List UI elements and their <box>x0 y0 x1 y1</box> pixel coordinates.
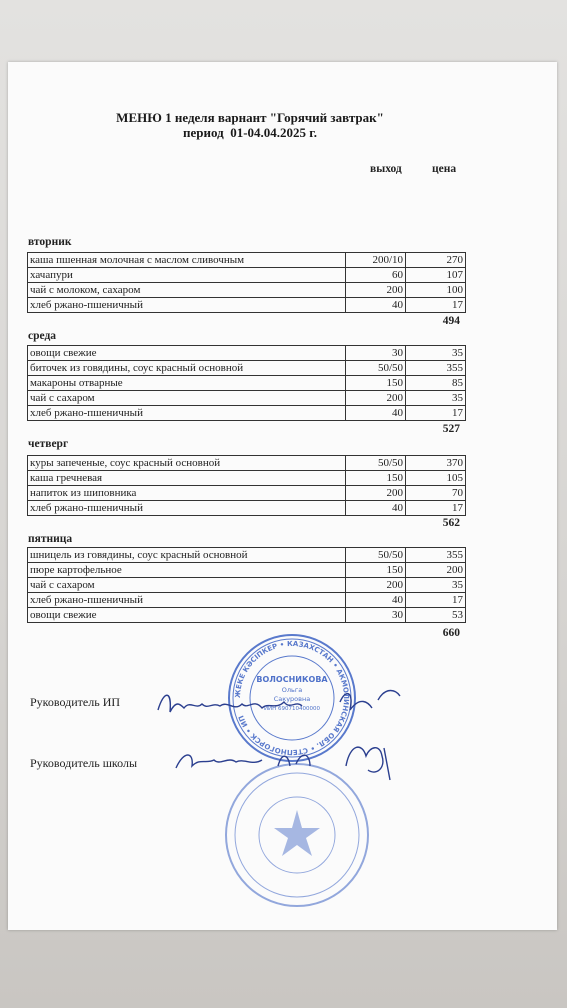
table-row <box>28 593 466 608</box>
menu-table-wednesday <box>27 345 466 421</box>
table-row <box>28 608 466 623</box>
dish-output: 200 <box>346 283 406 298</box>
table-row <box>28 563 466 578</box>
dish-name: каша гречневая <box>28 471 346 486</box>
stamp-center-line-3: Сакуровна <box>273 695 311 703</box>
dish-price: 17 <box>406 406 466 421</box>
day-title-tuesday: вторник <box>28 236 72 248</box>
director-school-label: Руководитель школы <box>30 756 138 770</box>
table-row <box>28 346 466 361</box>
dish-output: 30 <box>346 346 406 361</box>
dish-name: овощи свежие <box>28 608 346 623</box>
dish-output: 40 <box>346 593 406 608</box>
dish-output: 30 <box>346 608 406 623</box>
stamp-ring-text: ЖЕКЕ КӘСІПКЕР • КАЗАХСТАН • АКМОЛИНСКАЯ ОБЛ. • СТЕПНОГОРСК • ИП <box>233 639 351 757</box>
day-total-friday: 660 <box>442 627 460 639</box>
day-total-tuesday: 494 <box>442 315 460 327</box>
dish-output: 50/50 <box>346 456 406 471</box>
dish-price: 17 <box>406 501 466 516</box>
dish-price: 270 <box>406 253 466 268</box>
table-row <box>28 578 466 593</box>
dish-output: 40 <box>346 406 406 421</box>
dish-price: 85 <box>406 376 466 391</box>
dish-price: 17 <box>406 298 466 313</box>
dish-output: 200 <box>346 578 406 593</box>
table-row <box>28 268 466 283</box>
dish-name: пюре картофельное <box>28 563 346 578</box>
table-row <box>28 283 466 298</box>
table-row <box>28 486 466 501</box>
dish-price: 370 <box>406 456 466 471</box>
dish-output: 50/50 <box>346 361 406 376</box>
stamp-center-name: ВОЛОСНИКОВА <box>256 675 328 684</box>
dish-name: шницель из говядины, соус красный основной <box>28 548 346 563</box>
dish-price: 100 <box>406 283 466 298</box>
dish-output: 150 <box>346 376 406 391</box>
dish-price: 105 <box>406 471 466 486</box>
day-title-thursday: четверг <box>28 438 69 450</box>
director-ip-label: Руководитель ИП <box>30 695 121 709</box>
column-header-output: выход <box>370 163 402 175</box>
day-title-wednesday: среда <box>28 330 57 342</box>
dish-output: 40 <box>346 501 406 516</box>
dish-name: овощи свежие <box>28 346 346 361</box>
stamp-center-line-2: Ольга <box>281 686 303 694</box>
day-total-wednesday: 527 <box>442 423 460 435</box>
menu-table-thursday <box>27 455 466 516</box>
dish-name: макароны отварные <box>28 376 346 391</box>
stamp-center-line-4: ИИН 690710400000 <box>263 706 321 712</box>
dish-name: чай с молоком, сахаром <box>28 283 346 298</box>
dish-price: 53 <box>406 608 466 623</box>
handwritten-signature-school <box>170 736 410 784</box>
dish-output: 40 <box>346 298 406 313</box>
dish-price: 35 <box>406 578 466 593</box>
day-title-friday: пятница <box>28 533 73 545</box>
table-row <box>28 298 466 313</box>
table-row <box>28 548 466 563</box>
table-row <box>28 253 466 268</box>
title-line-2: период 01-04.04.2025 г. <box>183 125 317 140</box>
dish-name: биточек из говядины, соус красный основной <box>28 361 346 376</box>
dish-name: хлеб ржано-пшеничный <box>28 501 346 516</box>
document-title <box>0 110 500 140</box>
menu-table-friday <box>27 547 466 623</box>
dish-price: 200 <box>406 563 466 578</box>
table-row <box>28 456 466 471</box>
dish-output: 200 <box>346 486 406 501</box>
menu-table-tuesday <box>27 252 466 313</box>
dish-price: 355 <box>406 361 466 376</box>
dish-price: 35 <box>406 391 466 406</box>
table-row <box>28 391 466 406</box>
table-row <box>28 406 466 421</box>
dish-name: чай с сахаром <box>28 578 346 593</box>
column-header-price: цена <box>432 163 457 175</box>
dish-name: хлеб ржано-пшеничный <box>28 298 346 313</box>
table-row <box>28 471 466 486</box>
dish-name: напиток из шиповника <box>28 486 346 501</box>
table-row <box>28 376 466 391</box>
dish-price: 355 <box>406 548 466 563</box>
table-row <box>28 501 466 516</box>
dish-name: хлеб ржано-пшеничный <box>28 406 346 421</box>
dish-output: 150 <box>346 471 406 486</box>
dish-name: хачапури <box>28 268 346 283</box>
dish-name: каша пшенная молочная с маслом сливочным <box>28 253 346 268</box>
dish-price: 107 <box>406 268 466 283</box>
dish-output: 200/10 <box>346 253 406 268</box>
dish-output: 200 <box>346 391 406 406</box>
dish-output: 150 <box>346 563 406 578</box>
table-row <box>28 361 466 376</box>
day-total-thursday: 562 <box>442 517 460 529</box>
dish-price: 17 <box>406 593 466 608</box>
dish-price: 35 <box>406 346 466 361</box>
dish-price: 70 <box>406 486 466 501</box>
dish-name: чай с сахаром <box>28 391 346 406</box>
title-line-1: МЕНЮ 1 неделя варнант "Горячий завтрак" <box>116 110 384 125</box>
dish-output: 60 <box>346 268 406 283</box>
handwritten-signature-ip <box>150 680 410 730</box>
dish-output: 50/50 <box>346 548 406 563</box>
dish-name: хлеб ржано-пшеничный <box>28 593 346 608</box>
dish-name: куры запеченые, соус красный основной <box>28 456 346 471</box>
